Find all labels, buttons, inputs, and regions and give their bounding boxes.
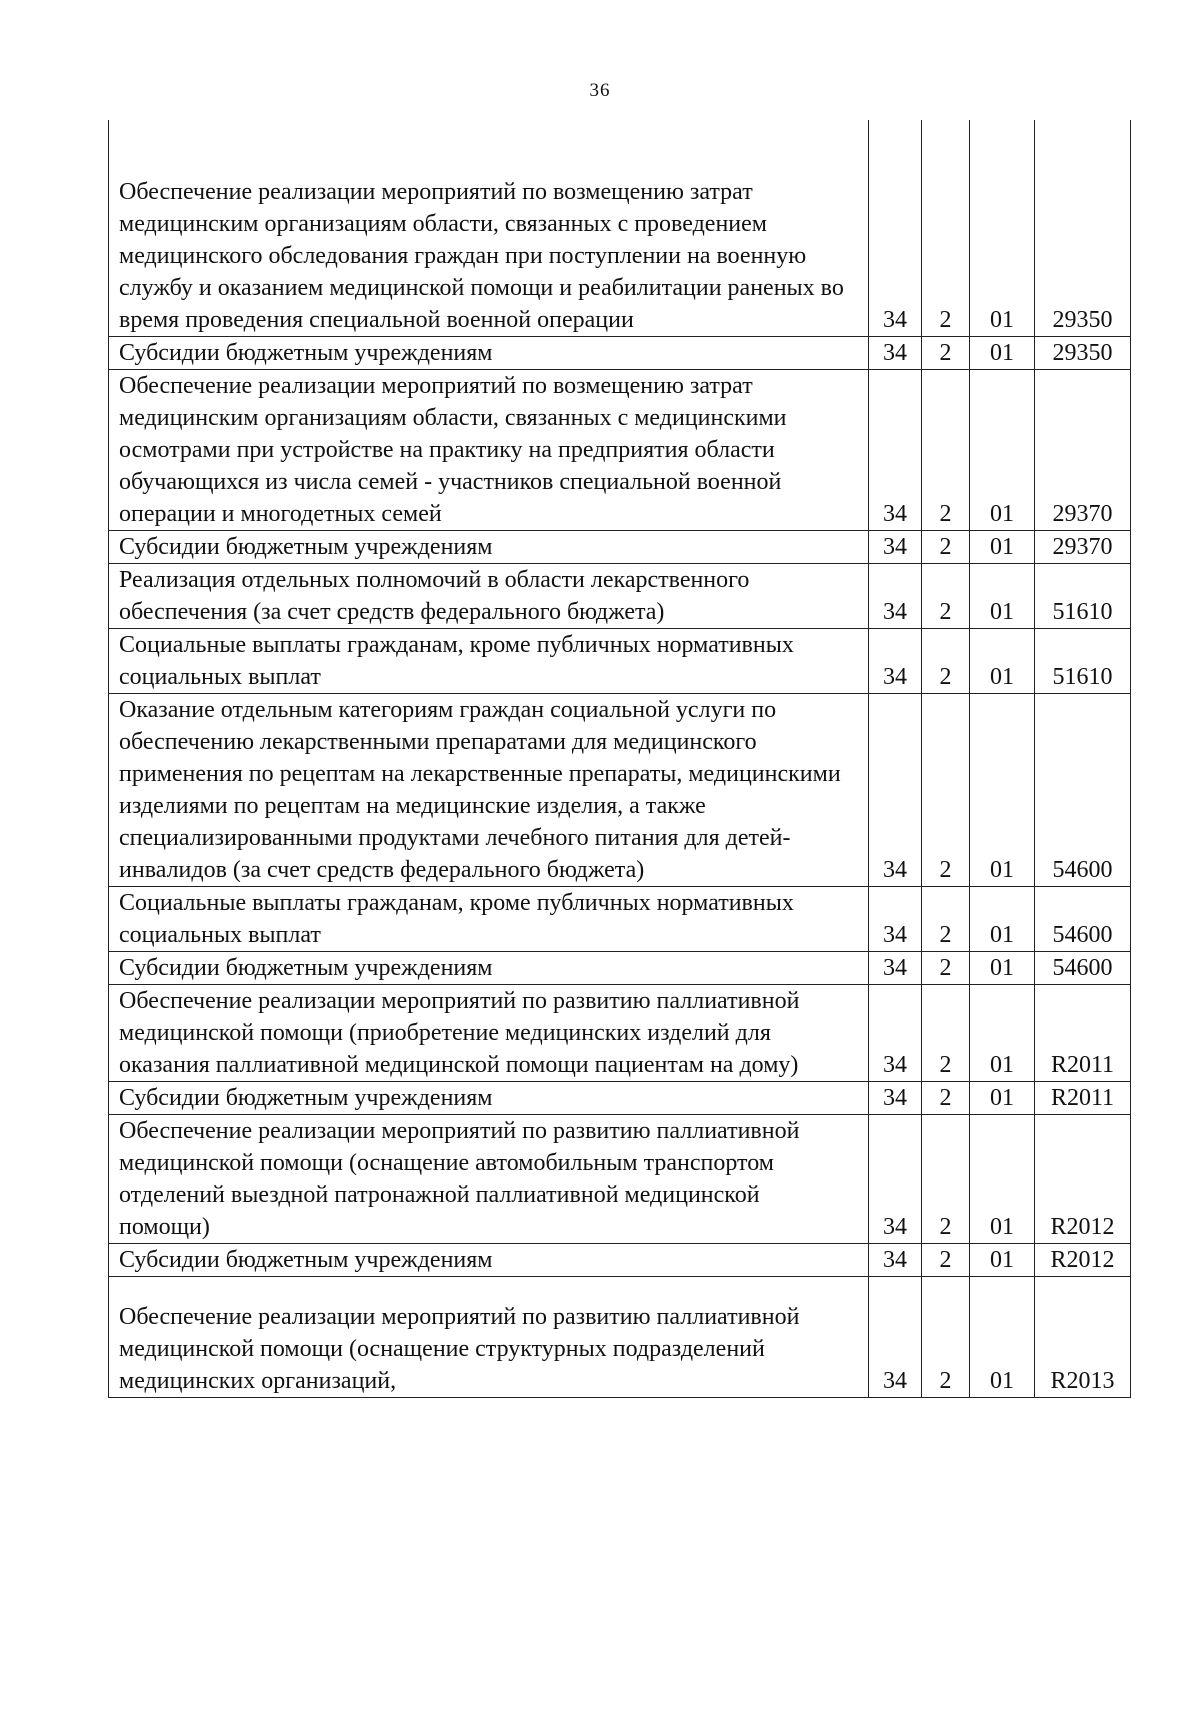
code-cell: 2 (922, 887, 970, 952)
code-cell: 2 (922, 120, 970, 337)
row-description: Субсидии бюджетным учреждениям (109, 531, 869, 564)
code-cell: 2 (922, 1082, 970, 1115)
code-cell: 01 (970, 370, 1035, 531)
row-description: Субсидии бюджетным учреждениям (109, 1082, 869, 1115)
code-cell: 2 (922, 370, 970, 531)
code-cell: 34 (869, 985, 922, 1082)
code-cell: 01 (970, 564, 1035, 629)
table-row (109, 952, 1131, 985)
row-description: Субсидии бюджетным учреждениям (109, 337, 869, 370)
code-cell: 01 (970, 1277, 1035, 1398)
code-cell: 2 (922, 952, 970, 985)
row-description: Реализация отдельных полномочий в области лекарственного обеспечения (за счет средств федерального бюджета) (109, 564, 869, 629)
code-cell: 2 (922, 337, 970, 370)
code-cell: 2 (922, 1277, 970, 1398)
code-cell: 34 (869, 1115, 922, 1244)
table-row (109, 337, 1131, 370)
code-cell: R2013 (1035, 1277, 1131, 1398)
code-cell: 34 (869, 120, 922, 337)
code-cell: 54600 (1035, 694, 1131, 887)
table-row (109, 370, 1131, 531)
code-cell: 29350 (1035, 337, 1131, 370)
code-cell: 29370 (1035, 531, 1131, 564)
code-cell: 01 (970, 952, 1035, 985)
row-description: Обеспечение реализации мероприятий по возмещению затрат медицинским организациям области, связанных с проведением медицинского обследования граждан при поступлении на военную службу и оказанием медицинской помощи и реабилитации раненых во время проведения специальной военной операции (109, 120, 869, 337)
code-cell: 01 (970, 1115, 1035, 1244)
code-cell: 01 (970, 337, 1035, 370)
code-cell: 2 (922, 1115, 970, 1244)
code-cell: 29370 (1035, 370, 1131, 531)
row-description: Обеспечение реализации мероприятий по развитию паллиативной медицинской помощи (оснащение структурных подразделений медицинских организаций, (109, 1277, 869, 1398)
code-cell: 51610 (1035, 629, 1131, 694)
code-cell: 01 (970, 985, 1035, 1082)
table-row (109, 629, 1131, 694)
row-description: Субсидии бюджетным учреждениям (109, 952, 869, 985)
row-description: Обеспечение реализации мероприятий по развитию паллиативной медицинской помощи (приобретение медицинских изделий для оказания паллиативной медицинской помощи пациентам на дому) (109, 985, 869, 1082)
code-cell: R2011 (1035, 985, 1131, 1082)
code-cell: R2011 (1035, 1082, 1131, 1115)
code-cell: 2 (922, 985, 970, 1082)
code-cell: 34 (869, 952, 922, 985)
code-cell: 54600 (1035, 887, 1131, 952)
code-cell: 51610 (1035, 564, 1131, 629)
code-cell: 2 (922, 1244, 970, 1277)
table-row (109, 1244, 1131, 1277)
code-cell: 29350 (1035, 120, 1131, 337)
code-cell: 01 (970, 1244, 1035, 1277)
table-row (109, 120, 1131, 337)
code-cell: 34 (869, 1082, 922, 1115)
code-cell: 2 (922, 694, 970, 887)
table-row (109, 1082, 1131, 1115)
code-cell: 34 (869, 629, 922, 694)
page-number: 36 (589, 80, 611, 101)
row-description: Субсидии бюджетным учреждениям (109, 1244, 869, 1277)
code-cell: 2 (922, 564, 970, 629)
code-cell: 34 (869, 564, 922, 629)
code-cell: 34 (869, 694, 922, 887)
table-row (109, 564, 1131, 629)
code-cell: 34 (869, 337, 922, 370)
budget-table (108, 120, 1131, 1398)
code-cell: 01 (970, 531, 1035, 564)
row-description: Социальные выплаты гражданам, кроме публичных нормативных социальных выплат (109, 887, 869, 952)
code-cell: 34 (869, 531, 922, 564)
table-row (109, 985, 1131, 1082)
code-cell: 2 (922, 531, 970, 564)
table-row (109, 887, 1131, 952)
code-cell: 34 (869, 1244, 922, 1277)
table-row (109, 1277, 1131, 1398)
table-row (109, 1115, 1131, 1244)
code-cell: R2012 (1035, 1115, 1131, 1244)
code-cell: R2012 (1035, 1244, 1131, 1277)
code-cell: 01 (970, 120, 1035, 337)
table-row (109, 694, 1131, 887)
table-row (109, 531, 1131, 564)
code-cell: 54600 (1035, 952, 1131, 985)
code-cell: 34 (869, 1277, 922, 1398)
code-cell: 2 (922, 629, 970, 694)
code-cell: 01 (970, 1082, 1035, 1115)
code-cell: 34 (869, 887, 922, 952)
row-description: Обеспечение реализации мероприятий по возмещению затрат медицинским организациям области, связанных с медицинскими осмотрами при устройстве на практику на предприятия области обучающихся из числа семей - участников специальной военной операции и многодетных семей (109, 370, 869, 531)
code-cell: 34 (869, 370, 922, 531)
code-cell: 01 (970, 887, 1035, 952)
code-cell: 01 (970, 694, 1035, 887)
row-description: Обеспечение реализации мероприятий по развитию паллиативной медицинской помощи (оснащение автомобильным транспортом отделений выездной патронажной паллиативной медицинской помощи) (109, 1115, 869, 1244)
code-cell: 01 (970, 629, 1035, 694)
row-description: Социальные выплаты гражданам, кроме публичных нормативных социальных выплат (109, 629, 869, 694)
row-description: Оказание отдельным категориям граждан социальной услуги по обеспечению лекарственными препаратами для медицинского применения по рецептам на лекарственные препараты, медицинскими изделиями по рецептам на медицинские изделия, а также специализированными продуктами лечебного питания для детей-инвалидов (за счет средств федерального бюджета) (109, 694, 869, 887)
